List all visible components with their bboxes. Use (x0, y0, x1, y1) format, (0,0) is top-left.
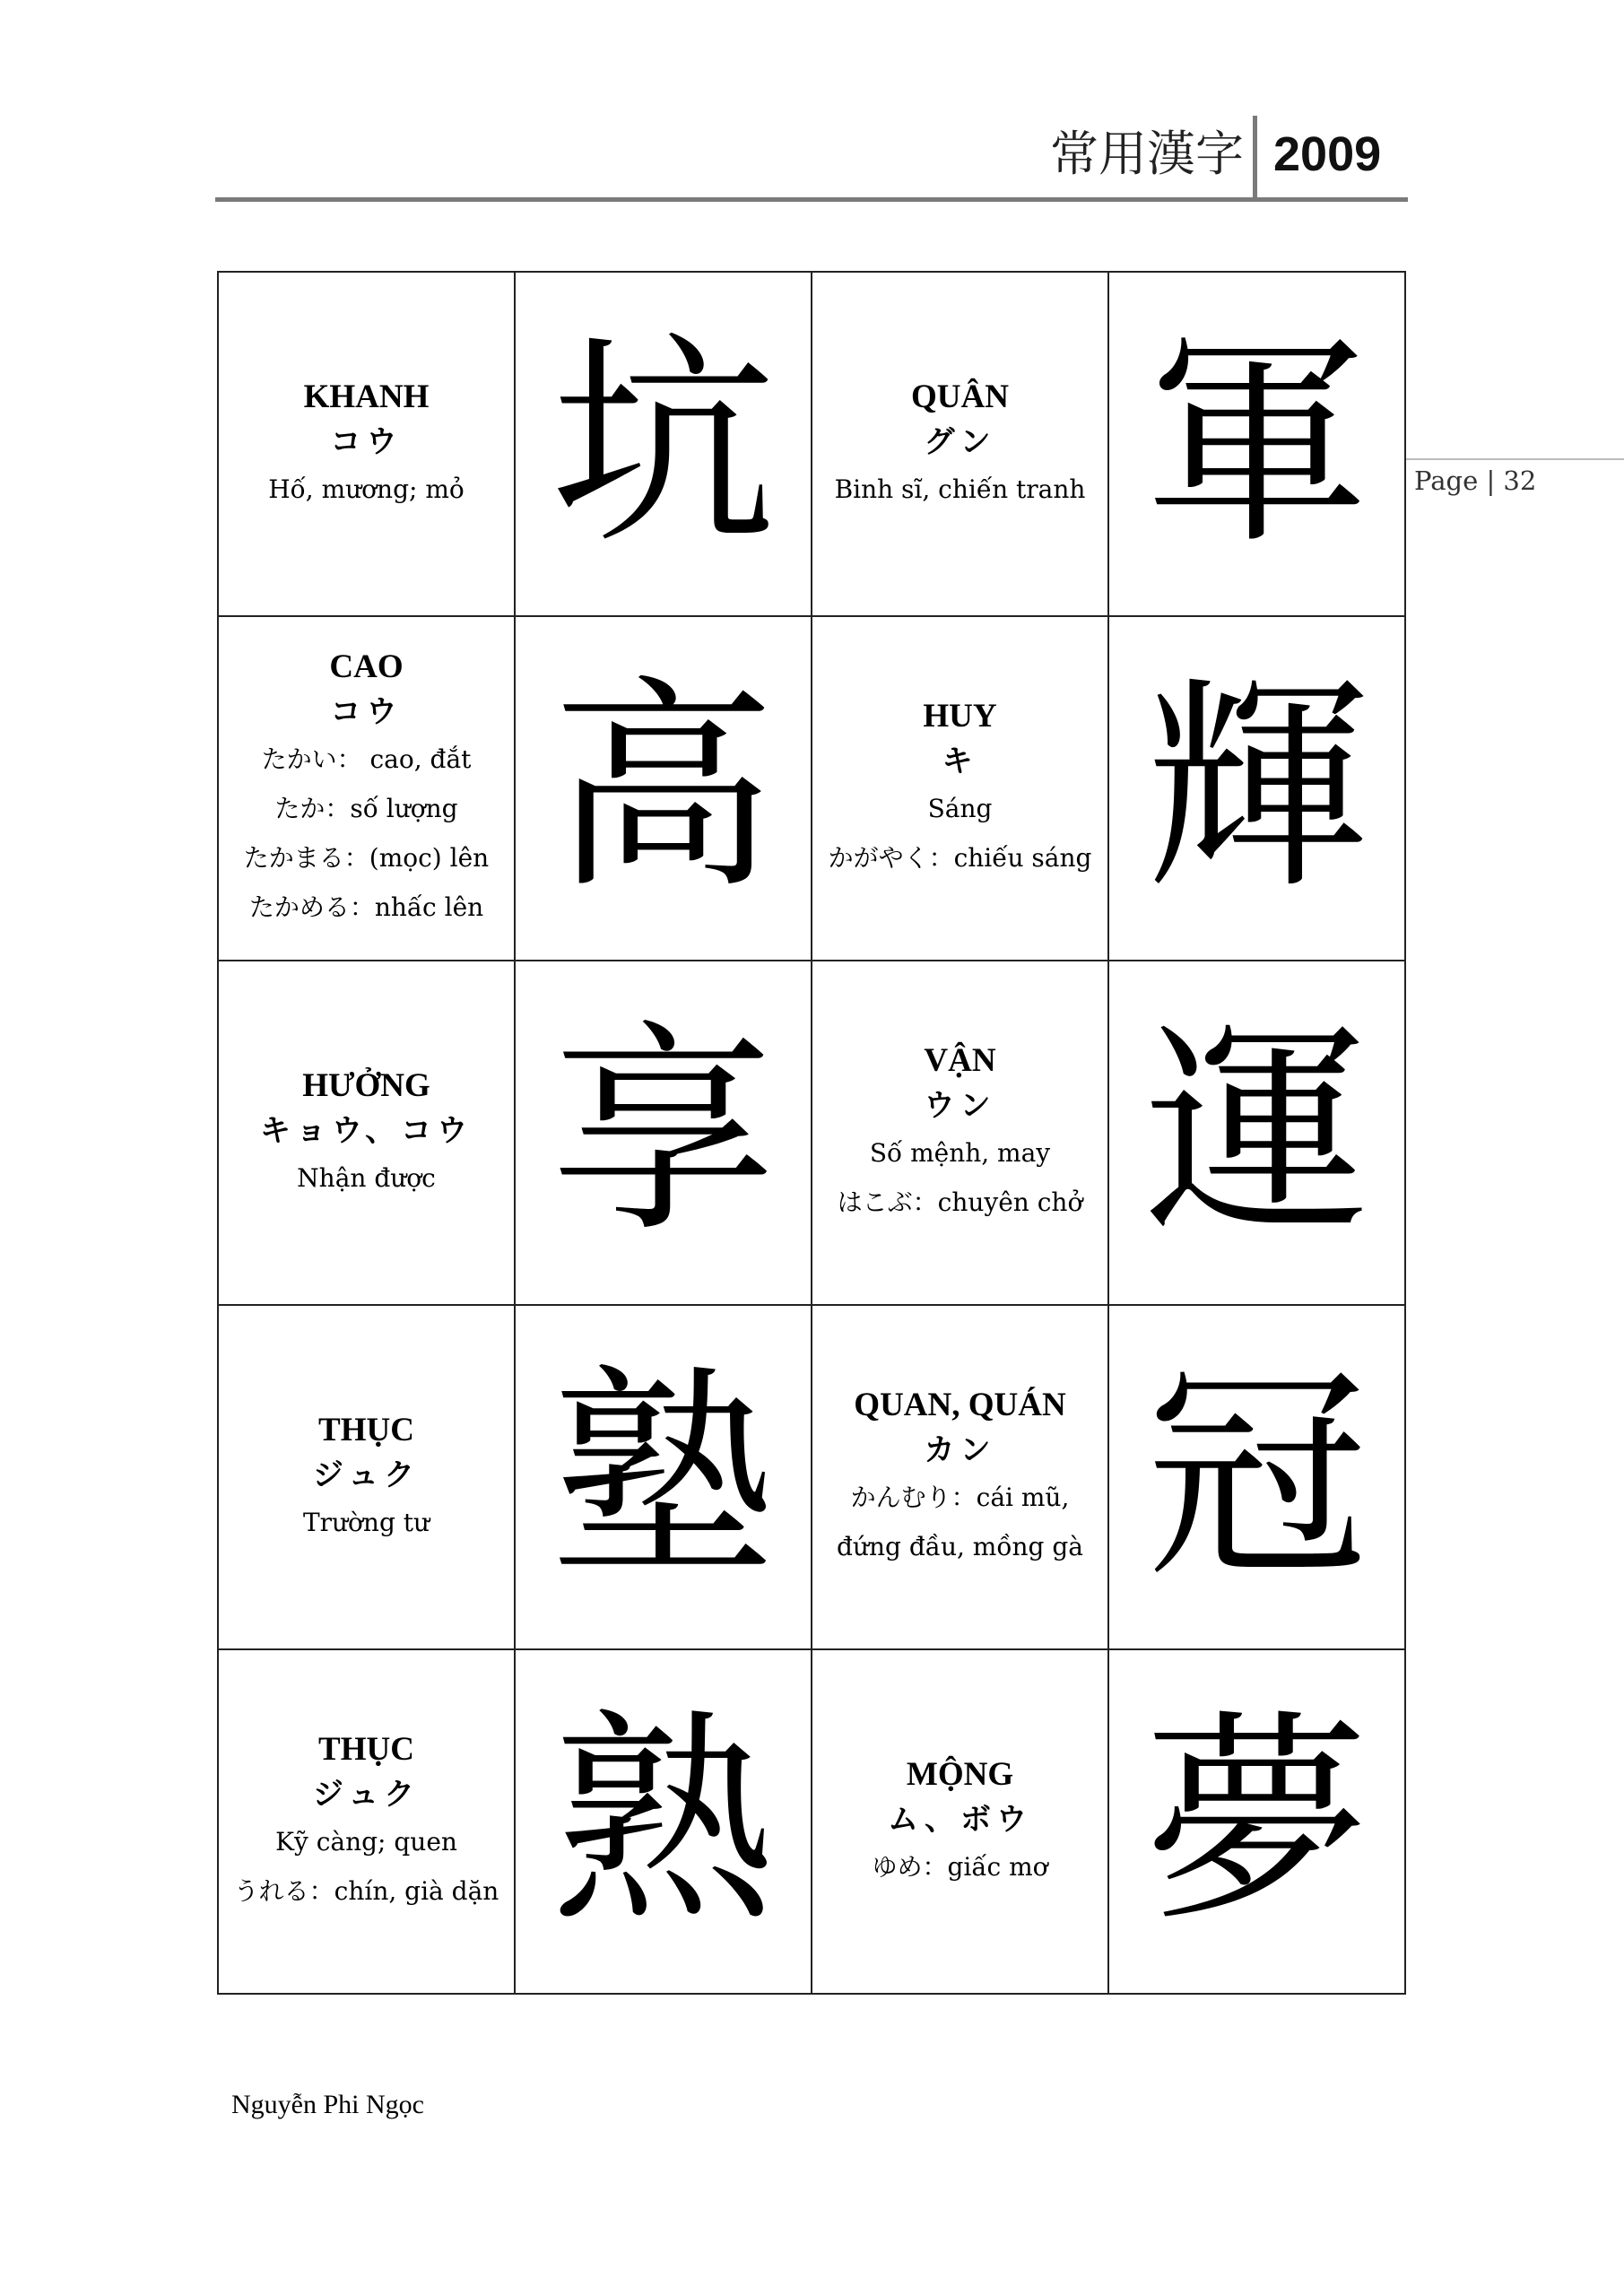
on-reading: コウ (330, 694, 403, 730)
kanji-character: 享 (551, 1002, 776, 1263)
kanji-character-cell (516, 617, 812, 961)
kanji-character: 坑 (551, 313, 776, 574)
kanji-info-cell (219, 273, 516, 617)
kanji-character-cell (1109, 273, 1406, 617)
han-viet-reading: MỘNG (906, 1755, 1014, 1793)
meaning-line: Trường tư (302, 1507, 430, 1537)
on-reading: コウ (330, 423, 403, 460)
page-number: Page | 32 (1414, 465, 1537, 496)
on-reading: キョウ、コウ (259, 1112, 473, 1149)
meaning-line: Số mệnh, may (869, 1138, 1051, 1168)
kanji-character: 軍 (1144, 313, 1369, 574)
han-viet-reading: HUY (923, 698, 997, 735)
kanji-info-cell (219, 1650, 516, 1995)
header-divider (1253, 116, 1257, 202)
kanji-info-cell (812, 1306, 1109, 1650)
kanji-info-cell (812, 273, 1109, 617)
kanji-info-cell (812, 617, 1109, 961)
kanji-character: 熟 (551, 1691, 776, 1952)
on-reading: グン (924, 423, 996, 460)
kanji-character-cell (1109, 1306, 1406, 1650)
kanji-character-cell (516, 1650, 812, 1995)
meaning-line: Nhận được (297, 1162, 436, 1193)
meaning-line: たかめる：nhấc lên (248, 892, 484, 922)
kanji-character: 輝 (1144, 657, 1369, 918)
header-rule (215, 197, 1408, 202)
han-viet-reading: THỤC (318, 1411, 414, 1448)
kanji-character-cell (1109, 961, 1406, 1306)
kanji-info-cell (812, 961, 1109, 1306)
header-title: 常用漢字 (1050, 126, 1244, 182)
meaning-line: かんむり：cái mũ, (850, 1483, 1070, 1512)
meaning-line: đứng đầu, mồng gà (837, 1532, 1083, 1561)
han-viet-reading: QUÂN (911, 378, 1009, 415)
on-reading: キ (942, 744, 978, 779)
han-viet-reading: CAO (329, 648, 404, 685)
meaning-line: たかまる：(mọc) lên (243, 843, 490, 873)
kanji-info-cell (219, 961, 516, 1306)
meaning-line: たか：số lượng (274, 794, 458, 823)
han-viet-reading: KHANH (303, 378, 430, 415)
kanji-character-cell (516, 961, 812, 1306)
header-year: 2009 (1273, 127, 1382, 181)
on-reading: ジュク (312, 1777, 421, 1813)
kanji-grid (217, 271, 1406, 1995)
han-viet-reading: HƯỞNG (302, 1066, 430, 1104)
meaning-line: うれる：chín, già dặn (233, 1876, 499, 1906)
kanji-character-cell (1109, 617, 1406, 961)
page-number-rule (1406, 458, 1624, 460)
meaning-line: Hố, mương; mỏ (268, 474, 465, 504)
meaning-line: たかい： cao, đắt (261, 744, 472, 774)
page-header (215, 112, 1408, 202)
kanji-character-cell (516, 273, 812, 617)
han-viet-reading: QUAN, QUÁN (854, 1387, 1066, 1423)
han-viet-reading: VẬN (924, 1042, 996, 1079)
han-viet-reading: THỤC (318, 1731, 414, 1768)
kanji-character-cell (1109, 1650, 1406, 1995)
kanji-info-cell (219, 1306, 516, 1650)
footer-author: Nguyễn Phi Ngọc (231, 2090, 424, 2119)
on-reading: ム、ボウ (887, 1801, 1033, 1838)
meaning-line: Sáng (927, 794, 993, 823)
kanji-character: 運 (1144, 1002, 1369, 1263)
meaning-line: Kỹ càng; quen (275, 1827, 457, 1857)
meaning-line: かがやく：chiếu sáng (828, 843, 1092, 873)
on-reading: ウン (924, 1088, 996, 1124)
kanji-character: 高 (551, 657, 776, 918)
kanji-character: 塾 (551, 1346, 776, 1607)
kanji-character-cell (516, 1306, 812, 1650)
meaning-line: ゆめ：giấc mơ (872, 1851, 1048, 1882)
kanji-info-cell (812, 1650, 1109, 1995)
on-reading: ジュク (312, 1457, 421, 1493)
meaning-line: はこぶ：chuyên chở (837, 1187, 1083, 1217)
kanji-info-cell (219, 617, 516, 961)
meaning-line: Binh sĩ, chiến tranh (834, 474, 1086, 504)
kanji-character: 冠 (1144, 1346, 1369, 1607)
kanji-character: 夢 (1144, 1691, 1369, 1952)
on-reading: カン (924, 1432, 996, 1468)
